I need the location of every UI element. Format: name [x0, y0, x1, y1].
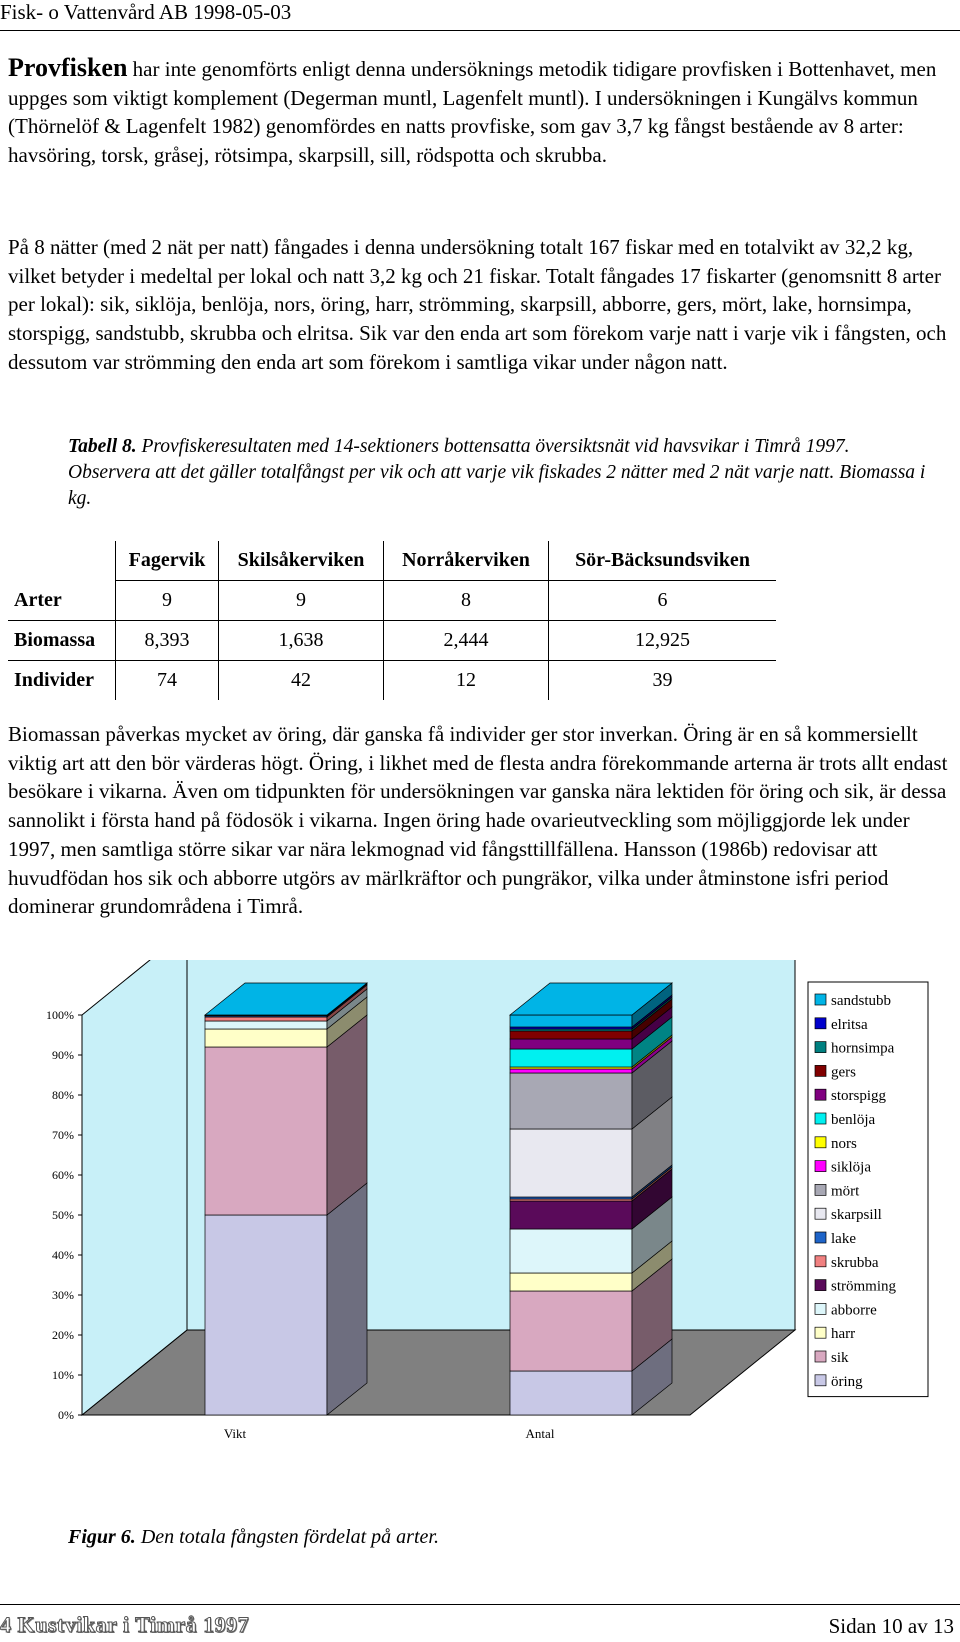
table-caption-label: Tabell 8. — [68, 436, 137, 457]
paragraph-provfisken — [8, 54, 952, 170]
paragraph-catch-summary: På 8 nätter (med 2 nät per natt) fångades i denna undersökning totalt 167 fiskar med en totalvikt av 32,2 kg, vilket betyder i medeltal per lokal och natt 3,2 kg och 21 fiskar. Totalt fångades 17 fiskarter (genomsnitt 8 arter per lokal): sik, siklöja, benlöja, nors, öring, harr, strömming, skarpsill, abborre, gers, mört, lake, hornsimpa, storspigg, sandstubb, skrubba och elritsa. Sik var den enda art som förekom varje natt i varje vik i fångsten, och dessutom var strömming den enda art som förekom i samtliga vikar under någon natt. — [8, 235, 947, 374]
table-caption-text: Provfiskeresultaten med 14-sektioners bottensatta översiktsnät vid havsvikar i Timrå 1997. Observera att det gäller totalfångst per vik och att varje vik fiskades 2 nätter med 2 nät varje natt. Biomassa i kg. — [68, 436, 926, 509]
bar-segment-storspigg — [510, 1039, 632, 1049]
row-label: Arter — [8, 581, 116, 621]
legend-label: benlöja — [831, 1112, 876, 1128]
y-tick-label: 40% — [52, 1248, 74, 1262]
bar-segment-mört — [510, 1073, 632, 1129]
legend-swatch — [815, 1232, 826, 1243]
legend-swatch — [815, 994, 826, 1005]
category-label: Vikt — [223, 1426, 247, 1441]
legend-swatch — [815, 1208, 826, 1219]
bar-segment-sandstubb — [510, 1015, 632, 1027]
page-header: Fisk- o Vattenvård AB 1998-05-03 — [0, 0, 292, 24]
legend-label: lake — [831, 1231, 856, 1247]
bar-segment-strömming — [510, 1201, 632, 1229]
y-tick-label: 10% — [52, 1368, 74, 1382]
bar-segment-öring — [205, 1215, 327, 1415]
table-cell: 12,925 — [549, 621, 777, 661]
y-tick-label: 30% — [52, 1288, 74, 1302]
header-divider — [0, 30, 960, 31]
table-cell: 6 — [549, 581, 777, 621]
figure-caption-text: Den totala fångsten fördelat på arter. — [135, 1526, 439, 1548]
y-tick-label: 50% — [52, 1208, 74, 1222]
legend-swatch — [815, 1303, 826, 1314]
y-tick-label: 90% — [52, 1048, 74, 1062]
bar-segment-öring — [510, 1371, 632, 1415]
bar-segment-abborre — [510, 1229, 632, 1273]
stacked-bar-chart — [0, 960, 960, 1520]
table-row — [8, 581, 776, 621]
chart-legend — [808, 982, 928, 1397]
bar-side-sik — [327, 1015, 367, 1215]
legend-label: sandstubb — [831, 993, 891, 1009]
table-cell: 42 — [219, 661, 384, 701]
chart-walls — [82, 960, 795, 1415]
table-cell: 9 — [219, 581, 384, 621]
legend-swatch — [815, 1018, 826, 1029]
bar-segment-skarpsill — [510, 1129, 632, 1197]
legend-label: öring — [831, 1373, 863, 1390]
legend-label: strömming — [831, 1278, 897, 1295]
paragraph-lead: Provfisken — [8, 53, 128, 82]
legend-label: siklöja — [831, 1159, 871, 1176]
column-header: Norråkerviken — [384, 541, 549, 581]
legend-label: skrubba — [831, 1254, 879, 1271]
table-cell: 39 — [549, 661, 777, 701]
legend-label: gers — [831, 1064, 856, 1081]
legend-swatch — [815, 1256, 826, 1267]
figure-caption-label: Figur 6. — [68, 1526, 136, 1548]
table-cell: 8,393 — [116, 621, 219, 661]
y-axis — [46, 1008, 82, 1422]
legend-label: mört — [831, 1183, 860, 1200]
y-tick-label: 100% — [46, 1008, 74, 1022]
y-tick-label: 70% — [52, 1128, 74, 1142]
row-label: Biomassa — [8, 621, 116, 661]
legend-swatch — [815, 1375, 826, 1386]
table-cell: 1,638 — [219, 621, 384, 661]
legend-swatch — [815, 1042, 826, 1053]
y-tick-label: 0% — [58, 1408, 74, 1422]
legend-label: harr — [831, 1326, 856, 1343]
bar-segment-siklöja — [510, 1069, 632, 1073]
legend-swatch — [815, 1113, 826, 1124]
legend-label: hornsimpa — [831, 1040, 895, 1057]
legend-label: skarpsill — [831, 1207, 882, 1224]
table-row — [8, 621, 776, 661]
table-caption — [68, 434, 928, 512]
chart-floor — [82, 1330, 795, 1415]
bar-segment-sik — [205, 1047, 327, 1215]
legend-swatch — [815, 1137, 826, 1148]
table-cell: 74 — [116, 661, 219, 701]
legend-swatch — [815, 1161, 826, 1172]
legend-swatch — [815, 1089, 826, 1100]
table-row — [8, 661, 776, 701]
y-tick-label: 80% — [52, 1088, 74, 1102]
bar-segment-harr — [510, 1273, 632, 1291]
legend-label: nors — [831, 1135, 857, 1152]
y-tick-label: 60% — [52, 1168, 74, 1182]
table-cell: 12 — [384, 661, 549, 701]
legend-label: storspigg — [831, 1088, 887, 1105]
legend-swatch — [815, 1184, 826, 1195]
legend-swatch — [815, 1327, 826, 1338]
paragraph-biomass-discussion: Biomassan påverkas mycket av öring, där ganska få individer ger stor inverkan. Öring är en så kommersiellt viktig art att den bör värderas högt. Öring, i likhet med de flesta andra förekommande arterna är trots allt endast besökare i vikarna. Även om tidpunkten för undersökningen var ganska nära lektiden för öring och sik, är dessa sannolikt i första hand på födosök i vikarna. Ingen öring hade ovarieutveckling som möjliggjorde lek under 1997, men samtliga större sikar var nära lekmognad vid fångsttillfällena. Hansson (1986b) redovisar att huvudfödan hos sik och abborre utgörs av märlkräftor och pungräkor, vilka under åtminstone isfri period dominerar grundområdena i Timrå. — [8, 722, 948, 919]
bar-segment-sik — [510, 1291, 632, 1371]
column-header: Skilsåkerviken — [219, 541, 384, 581]
bar-segment-harr — [205, 1029, 327, 1047]
table-cell: 8 — [384, 581, 549, 621]
legend-label: sik — [831, 1350, 849, 1366]
column-header: Fagervik — [116, 541, 219, 581]
figure-caption — [68, 1526, 439, 1549]
bar-segment-abborre — [205, 1021, 327, 1029]
legend-label: elritsa — [831, 1016, 868, 1033]
footer-divider — [0, 1604, 960, 1605]
bar-segment-gers — [510, 1031, 632, 1039]
legend-label: abborre — [831, 1302, 877, 1319]
y-tick-label: 20% — [52, 1328, 74, 1342]
row-label: Individer — [14, 669, 95, 691]
x-axis — [224, 1426, 555, 1441]
column-header: Sör-Bäcksundsviken — [549, 541, 777, 581]
footer-title: 4 Kustvikar i Timrå 1997 — [0, 1612, 250, 1637]
legend-swatch — [815, 1065, 826, 1076]
table-header-row — [8, 541, 776, 581]
legend-swatch — [815, 1351, 826, 1362]
table-cell: 2,444 — [384, 621, 549, 661]
bar-segment-benlöja — [510, 1049, 632, 1067]
table-cell: 9 — [116, 581, 219, 621]
paragraph-body: har inte genomförts enligt denna undersöknings metodik tidigare provfisken i Bottenhavet, men uppges som viktigt komplement (Degerman muntl, Lagenfelt muntl). I undersökningen i Kungälvs kommun (Thörnelöf & Lagenfelt 1982) genomfördes en natts provfiske, som gav 3,7 kg fångst bestående av 8 arter: havsöring, torsk, gråsej, rötsimpa, skarpsill, sill, rödspotta och skrubba. — [8, 57, 937, 168]
legend-swatch — [815, 1280, 826, 1291]
bar-segment-skrubba — [205, 1017, 327, 1021]
results-table — [8, 541, 776, 700]
bar-side-öring — [327, 1183, 367, 1415]
table-corner — [8, 541, 116, 581]
category-label: Antal — [525, 1426, 555, 1441]
page-number: Sidan 10 av 13 — [828, 1614, 954, 1638]
